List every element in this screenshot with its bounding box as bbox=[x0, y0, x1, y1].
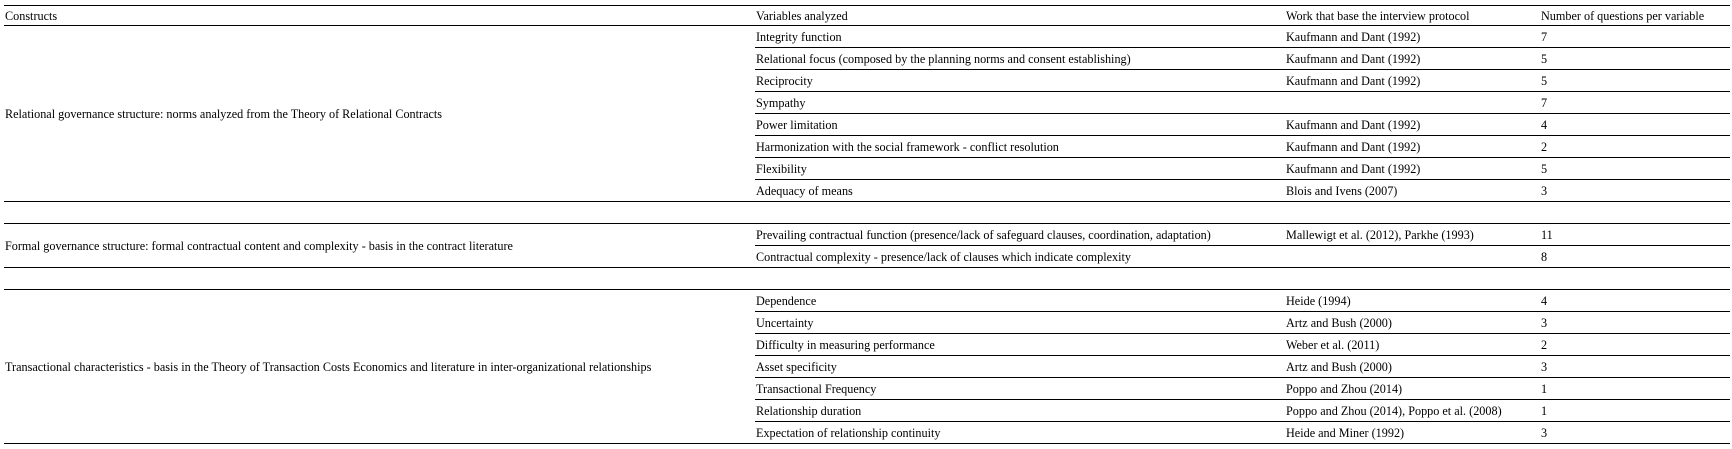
variable-cell: Flexibility bbox=[755, 158, 1285, 180]
variable-cell: Relationship duration bbox=[755, 400, 1285, 422]
question-count-cell: 3 bbox=[1540, 180, 1730, 202]
variable-cell: Sympathy bbox=[755, 92, 1285, 114]
variable-cell: Contractual complexity - presence/lack of clauses which indicate complexity bbox=[755, 246, 1285, 268]
question-count-cell: 5 bbox=[1540, 48, 1730, 70]
group-separator bbox=[4, 202, 1730, 224]
variable-cell: Difficulty in measuring performance bbox=[755, 334, 1285, 356]
variable-cell: Adequacy of means bbox=[755, 180, 1285, 202]
variable-cell: Integrity function bbox=[755, 26, 1285, 48]
separator-cell bbox=[1540, 268, 1730, 290]
variable-cell: Prevailing contractual function (presence/lack of safeguard clauses, coordination, adaptation) bbox=[755, 224, 1285, 246]
work-cell: Kaufmann and Dant (1992) bbox=[1285, 26, 1540, 48]
work-cell: Kaufmann and Dant (1992) bbox=[1285, 158, 1540, 180]
work-cell: Kaufmann and Dant (1992) bbox=[1285, 48, 1540, 70]
separator-cell bbox=[755, 268, 1285, 290]
table-row bbox=[4, 26, 1730, 48]
header-row bbox=[4, 6, 1730, 26]
question-count-cell: 5 bbox=[1540, 158, 1730, 180]
construct-cell: Transactional characteristics - basis in the Theory of Transaction Costs Economics and literature in inter-organizational relationships bbox=[4, 290, 755, 444]
separator-cell bbox=[1285, 268, 1540, 290]
work-cell: Kaufmann and Dant (1992) bbox=[1285, 114, 1540, 136]
variable-cell: Expectation of relationship continuity bbox=[755, 422, 1285, 444]
question-count-cell: 7 bbox=[1540, 26, 1730, 48]
variable-cell: Uncertainty bbox=[755, 312, 1285, 334]
work-cell: Kaufmann and Dant (1992) bbox=[1285, 136, 1540, 158]
work-cell: Weber et al. (2011) bbox=[1285, 334, 1540, 356]
constructs-table bbox=[4, 5, 1730, 444]
work-cell: Artz and Bush (2000) bbox=[1285, 312, 1540, 334]
question-count-cell: 2 bbox=[1540, 334, 1730, 356]
question-count-cell: 8 bbox=[1540, 246, 1730, 268]
question-count-cell: 2 bbox=[1540, 136, 1730, 158]
header-questions: Number of questions per variable bbox=[1540, 6, 1730, 26]
construct-cell: Relational governance structure: norms analyzed from the Theory of Relational Contracts bbox=[4, 26, 755, 202]
work-cell: Heide (1994) bbox=[1285, 290, 1540, 312]
table-row bbox=[4, 290, 1730, 312]
question-count-cell: 3 bbox=[1540, 312, 1730, 334]
header-variables: Variables analyzed bbox=[755, 6, 1285, 26]
work-cell: Mallewigt et al. (2012), Parkhe (1993) bbox=[1285, 224, 1540, 246]
work-cell bbox=[1285, 246, 1540, 268]
question-count-cell: 4 bbox=[1540, 114, 1730, 136]
question-count-cell: 11 bbox=[1540, 224, 1730, 246]
variable-cell: Reciprocity bbox=[755, 70, 1285, 92]
question-count-cell: 5 bbox=[1540, 70, 1730, 92]
separator-cell bbox=[1285, 202, 1540, 224]
variable-cell: Harmonization with the social framework - conflict resolution bbox=[755, 136, 1285, 158]
question-count-cell: 1 bbox=[1540, 400, 1730, 422]
separator-cell bbox=[1540, 202, 1730, 224]
group-separator bbox=[4, 268, 1730, 290]
question-count-cell: 3 bbox=[1540, 422, 1730, 444]
header-works: Work that base the interview protocol bbox=[1285, 6, 1540, 26]
construct-cell: Formal governance structure: formal contractual content and complexity - basis in the contract literature bbox=[4, 224, 755, 268]
variable-cell: Dependence bbox=[755, 290, 1285, 312]
separator-cell bbox=[755, 202, 1285, 224]
table-row bbox=[4, 224, 1730, 246]
variable-cell: Power limitation bbox=[755, 114, 1285, 136]
separator-cell bbox=[4, 268, 755, 290]
question-count-cell: 3 bbox=[1540, 356, 1730, 378]
question-count-cell: 1 bbox=[1540, 378, 1730, 400]
question-count-cell: 7 bbox=[1540, 92, 1730, 114]
work-cell: Artz and Bush (2000) bbox=[1285, 356, 1540, 378]
question-count-cell: 4 bbox=[1540, 290, 1730, 312]
work-cell: Poppo and Zhou (2014), Poppo et al. (2008) bbox=[1285, 400, 1540, 422]
work-cell: Blois and Ivens (2007) bbox=[1285, 180, 1540, 202]
variable-cell: Relational focus (composed by the planning norms and consent establishing) bbox=[755, 48, 1285, 70]
work-cell: Heide and Miner (1992) bbox=[1285, 422, 1540, 444]
header-constructs: Constructs bbox=[4, 6, 755, 26]
work-cell: Poppo and Zhou (2014) bbox=[1285, 378, 1540, 400]
variable-cell: Transactional Frequency bbox=[755, 378, 1285, 400]
separator-cell bbox=[4, 202, 755, 224]
work-cell bbox=[1285, 92, 1540, 114]
work-cell: Kaufmann and Dant (1992) bbox=[1285, 70, 1540, 92]
variable-cell: Asset specificity bbox=[755, 356, 1285, 378]
